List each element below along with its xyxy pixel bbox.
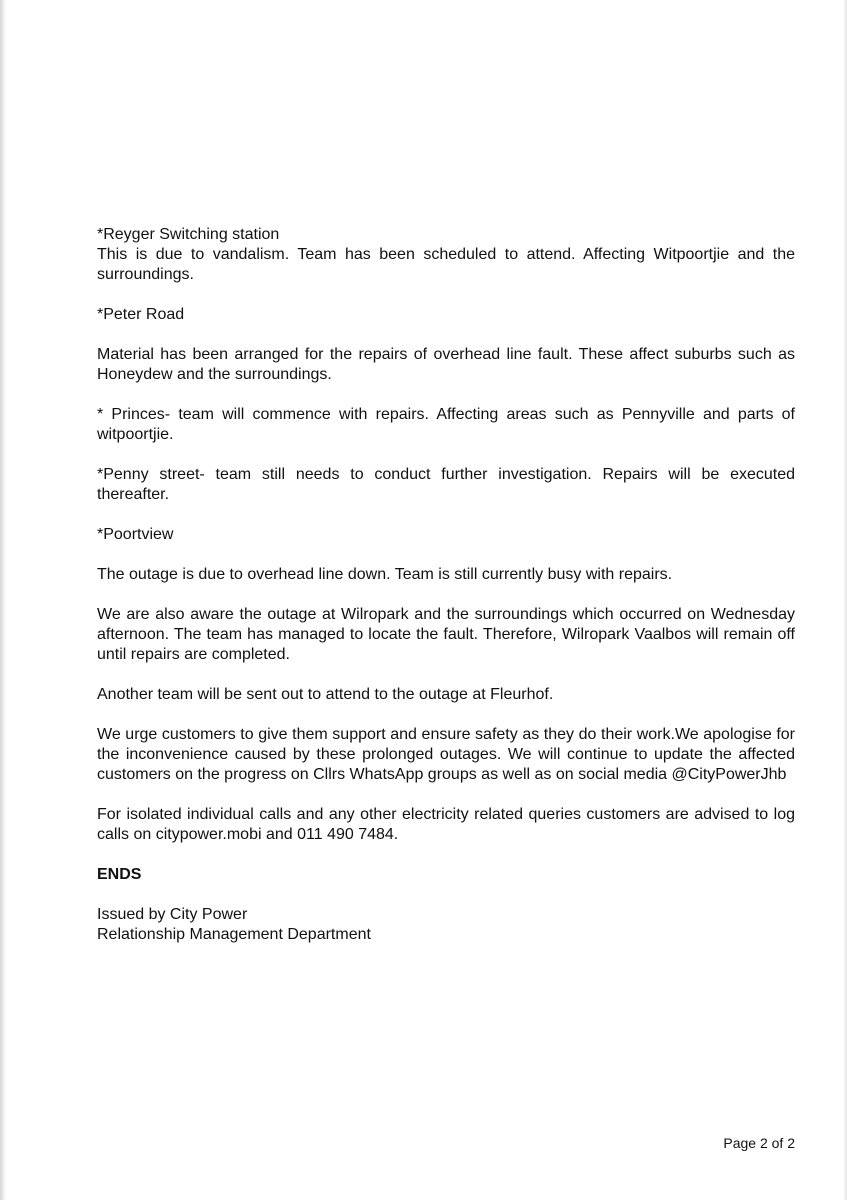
ends-label: ENDS xyxy=(97,866,142,883)
isolated-calls-paragraph: For isolated individual calls and any other electricity related queries customers are advised to log calls on citypower.mobi and 011 490 7484. xyxy=(97,806,795,843)
page-edge-right xyxy=(843,0,847,1200)
peter-body: Material has been arranged for the repairs of overhead line fault. These affect suburbs such as Honeydew and the surroundings. xyxy=(97,346,795,383)
support-paragraph: We urge customers to give them support and ensure safety as they do their work.We apologise for the inconvenience caused by these prolonged outages. We will continue to update the affected customers on the progress on Cllrs WhatsApp groups as well as on social media @CityPowerJhb xyxy=(97,726,795,783)
page-edge-left xyxy=(0,0,6,1200)
penny-street-paragraph: *Penny street- team still needs to conduct further investigation. Repairs will be executed thereafter. xyxy=(97,466,795,503)
reyger-heading: *Reyger Switching station xyxy=(97,226,280,243)
fleurhof-paragraph: Another team will be sent out to attend to the outage at Fleurhof. xyxy=(97,686,554,703)
peter-heading: *Peter Road xyxy=(97,306,185,323)
poortview-body: The outage is due to overhead line down. Team is still currently busy with repairs. xyxy=(97,566,673,583)
document-body xyxy=(97,225,795,945)
department-name: Relationship Management Department xyxy=(97,926,371,943)
issued-by: Issued by City Power xyxy=(97,906,248,923)
wilropark-paragraph: We are also aware the outage at Wilropark and the surroundings which occurred on Wednesday afternoon. The team has managed to locate the fault. Therefore, Wilropark Vaalbos will remain off until repairs are completed. xyxy=(97,606,795,663)
page-number: Page 2 of 2 xyxy=(723,1135,795,1151)
poortview-heading: *Poortview xyxy=(97,526,174,543)
princes-paragraph: * Princes- team will commence with repairs. Affecting areas such as Pennyville and parts of witpoortjie. xyxy=(97,406,795,443)
reyger-body: This is due to vandalism. Team has been scheduled to attend. Affecting Witpoortjie and the surroundings. xyxy=(97,246,795,283)
